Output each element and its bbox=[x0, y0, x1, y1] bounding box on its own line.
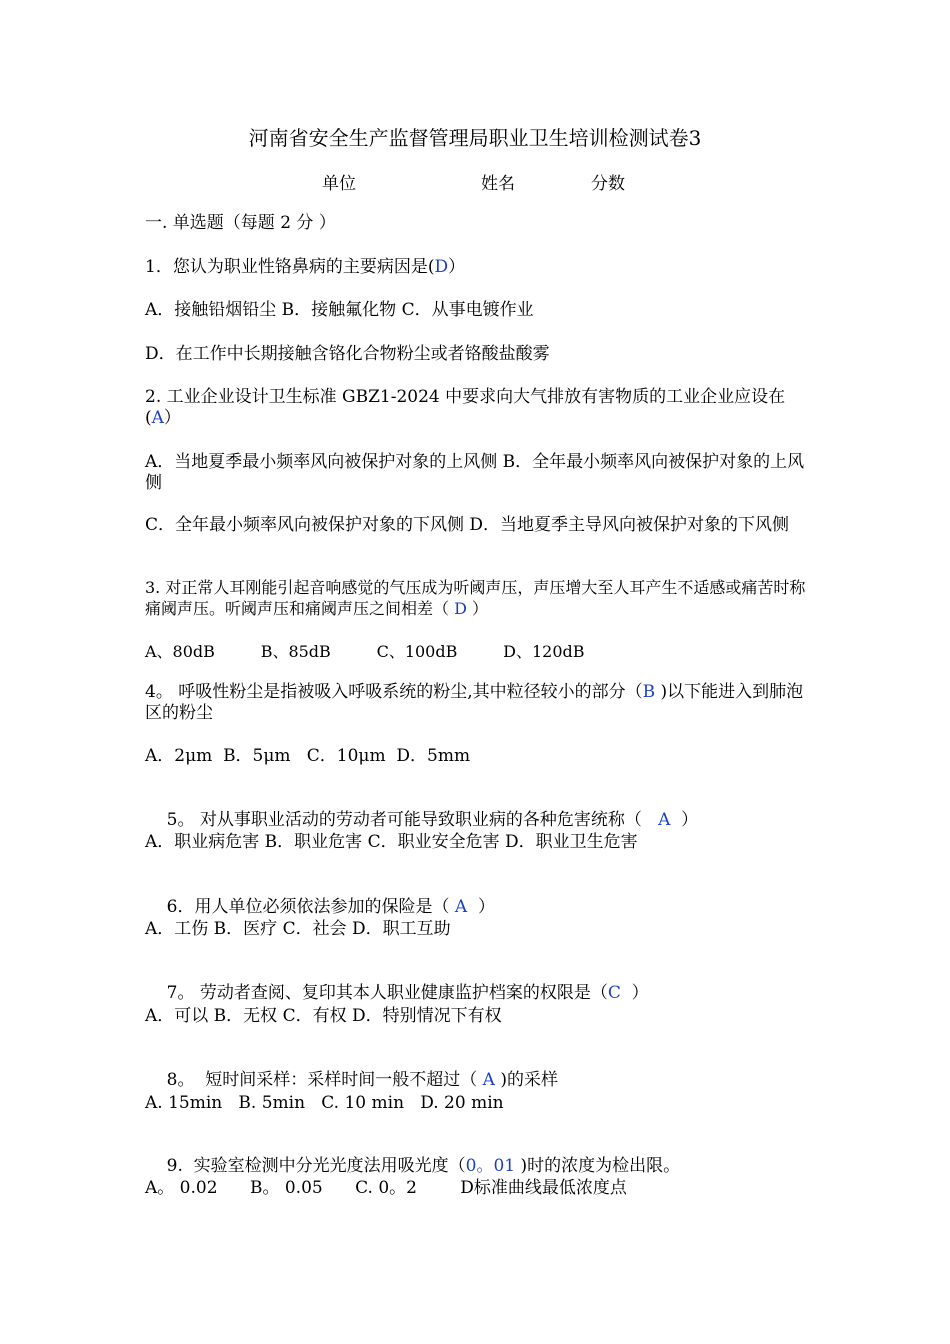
question-close: ） bbox=[448, 257, 466, 277]
options-1a: A．接触铅烟铅尘 B．接触氟化物 C．从事电镀作业 bbox=[145, 300, 534, 320]
name-label: 姓名 bbox=[481, 174, 515, 194]
answer: B bbox=[642, 682, 656, 702]
question-stem: 3. 对正常人耳刚能引起音响感觉的气压成为听阈声压，声压增大至人耳产生不适感或痛苦时称痛阈声压。听阈声压和痛阈声压之间相差（ bbox=[145, 578, 806, 618]
page-title: 河南省安全生产监督管理局职业卫生培训检测试卷3 bbox=[248, 126, 702, 150]
options-8: A. 15min B. 5min C. 10 min D. 20 min bbox=[145, 1093, 504, 1113]
options-5: A．职业病危害 B．职业危害 C．职业安全危害 D．职业卫生危害 bbox=[145, 832, 638, 852]
question-stem: 6．用人单位必须依法参加的保险是（ bbox=[166, 897, 455, 917]
options-9: A。 0.02 B。 0.05 C. 0。2 D标准曲线最低浓度点 bbox=[145, 1178, 627, 1198]
question-stem: 5。 对从事职业活动的劳动者可能导致职业病的各种危害统称（ bbox=[166, 810, 659, 830]
question-stem: 4。 呼吸性粉尘是指被吸入呼吸系统的粉尘,其中粒径较小的部分（ bbox=[145, 682, 643, 702]
question-close: )以下能进入到肺泡区的粉尘 bbox=[145, 682, 804, 723]
question-stem: 8。 短时间采样：采样时间一般不超过（ bbox=[166, 1070, 483, 1090]
options-2cd: C．全年最小频率风向被保护对象的下风侧 D．当地夏季主导风向被保护对象的下风侧 bbox=[145, 515, 790, 535]
answer: 0。01 bbox=[465, 1156, 516, 1176]
options-7: A．可以 B．无权 C．有权 D．特别情况下有权 bbox=[145, 1006, 502, 1026]
options-6: A．工伤 B．医疗 C．社会 D．职工互助 bbox=[145, 919, 451, 939]
question-1 bbox=[145, 257, 810, 278]
section-heading: 一. 单选题（每题 2 分 ） bbox=[145, 213, 336, 233]
answer: A bbox=[658, 810, 671, 830]
question-close: ） bbox=[620, 983, 649, 1003]
score-label: 分数 bbox=[591, 174, 625, 194]
question-2 bbox=[145, 387, 810, 429]
answer: A bbox=[151, 408, 164, 428]
question-4 bbox=[145, 682, 810, 724]
options-4: A．2μm B．5μm C．10μm D．5mm bbox=[145, 746, 471, 766]
unit-label: 单位 bbox=[322, 174, 356, 194]
options-1d: D．在工作中长期接触含铬化合物粉尘或者铬酸盐酸雾 bbox=[145, 344, 550, 364]
question-close: ） bbox=[670, 810, 699, 830]
question-stem: 1．您认为职业性铬鼻病的主要病因是( bbox=[145, 257, 435, 277]
options-3: A、80dB B、85dB C、100dB D、120dB bbox=[145, 642, 585, 661]
options-2ab: A．当地夏季最小频率风向被保护对象的上风侧 B．全年最小频率风向被保护对象的上风侧 bbox=[145, 452, 805, 493]
answer: D bbox=[454, 599, 467, 618]
question-stem: 7。 劳动者查阅、复印其本人职业健康监护档案的权限是（ bbox=[166, 983, 608, 1003]
question-stem: 2. 工业企业设计卫生标准 GBZ1-2024 中要求向大气排放有害物质的工业企业应设在( bbox=[145, 387, 786, 428]
question-3 bbox=[145, 577, 810, 619]
question-close: ） bbox=[466, 599, 489, 618]
answer: A bbox=[454, 897, 468, 917]
answer: D bbox=[434, 257, 449, 277]
question-close: ） bbox=[467, 897, 495, 917]
question-close: )时的浓度为检出限。 bbox=[515, 1156, 681, 1176]
question-stem: 9. 实验室检测中分光光度法用吸光度（ bbox=[166, 1156, 466, 1176]
question-close: )的采样 bbox=[494, 1070, 558, 1090]
answer: C bbox=[607, 983, 621, 1003]
question-close: ） bbox=[163, 408, 181, 428]
answer: A bbox=[482, 1070, 495, 1090]
